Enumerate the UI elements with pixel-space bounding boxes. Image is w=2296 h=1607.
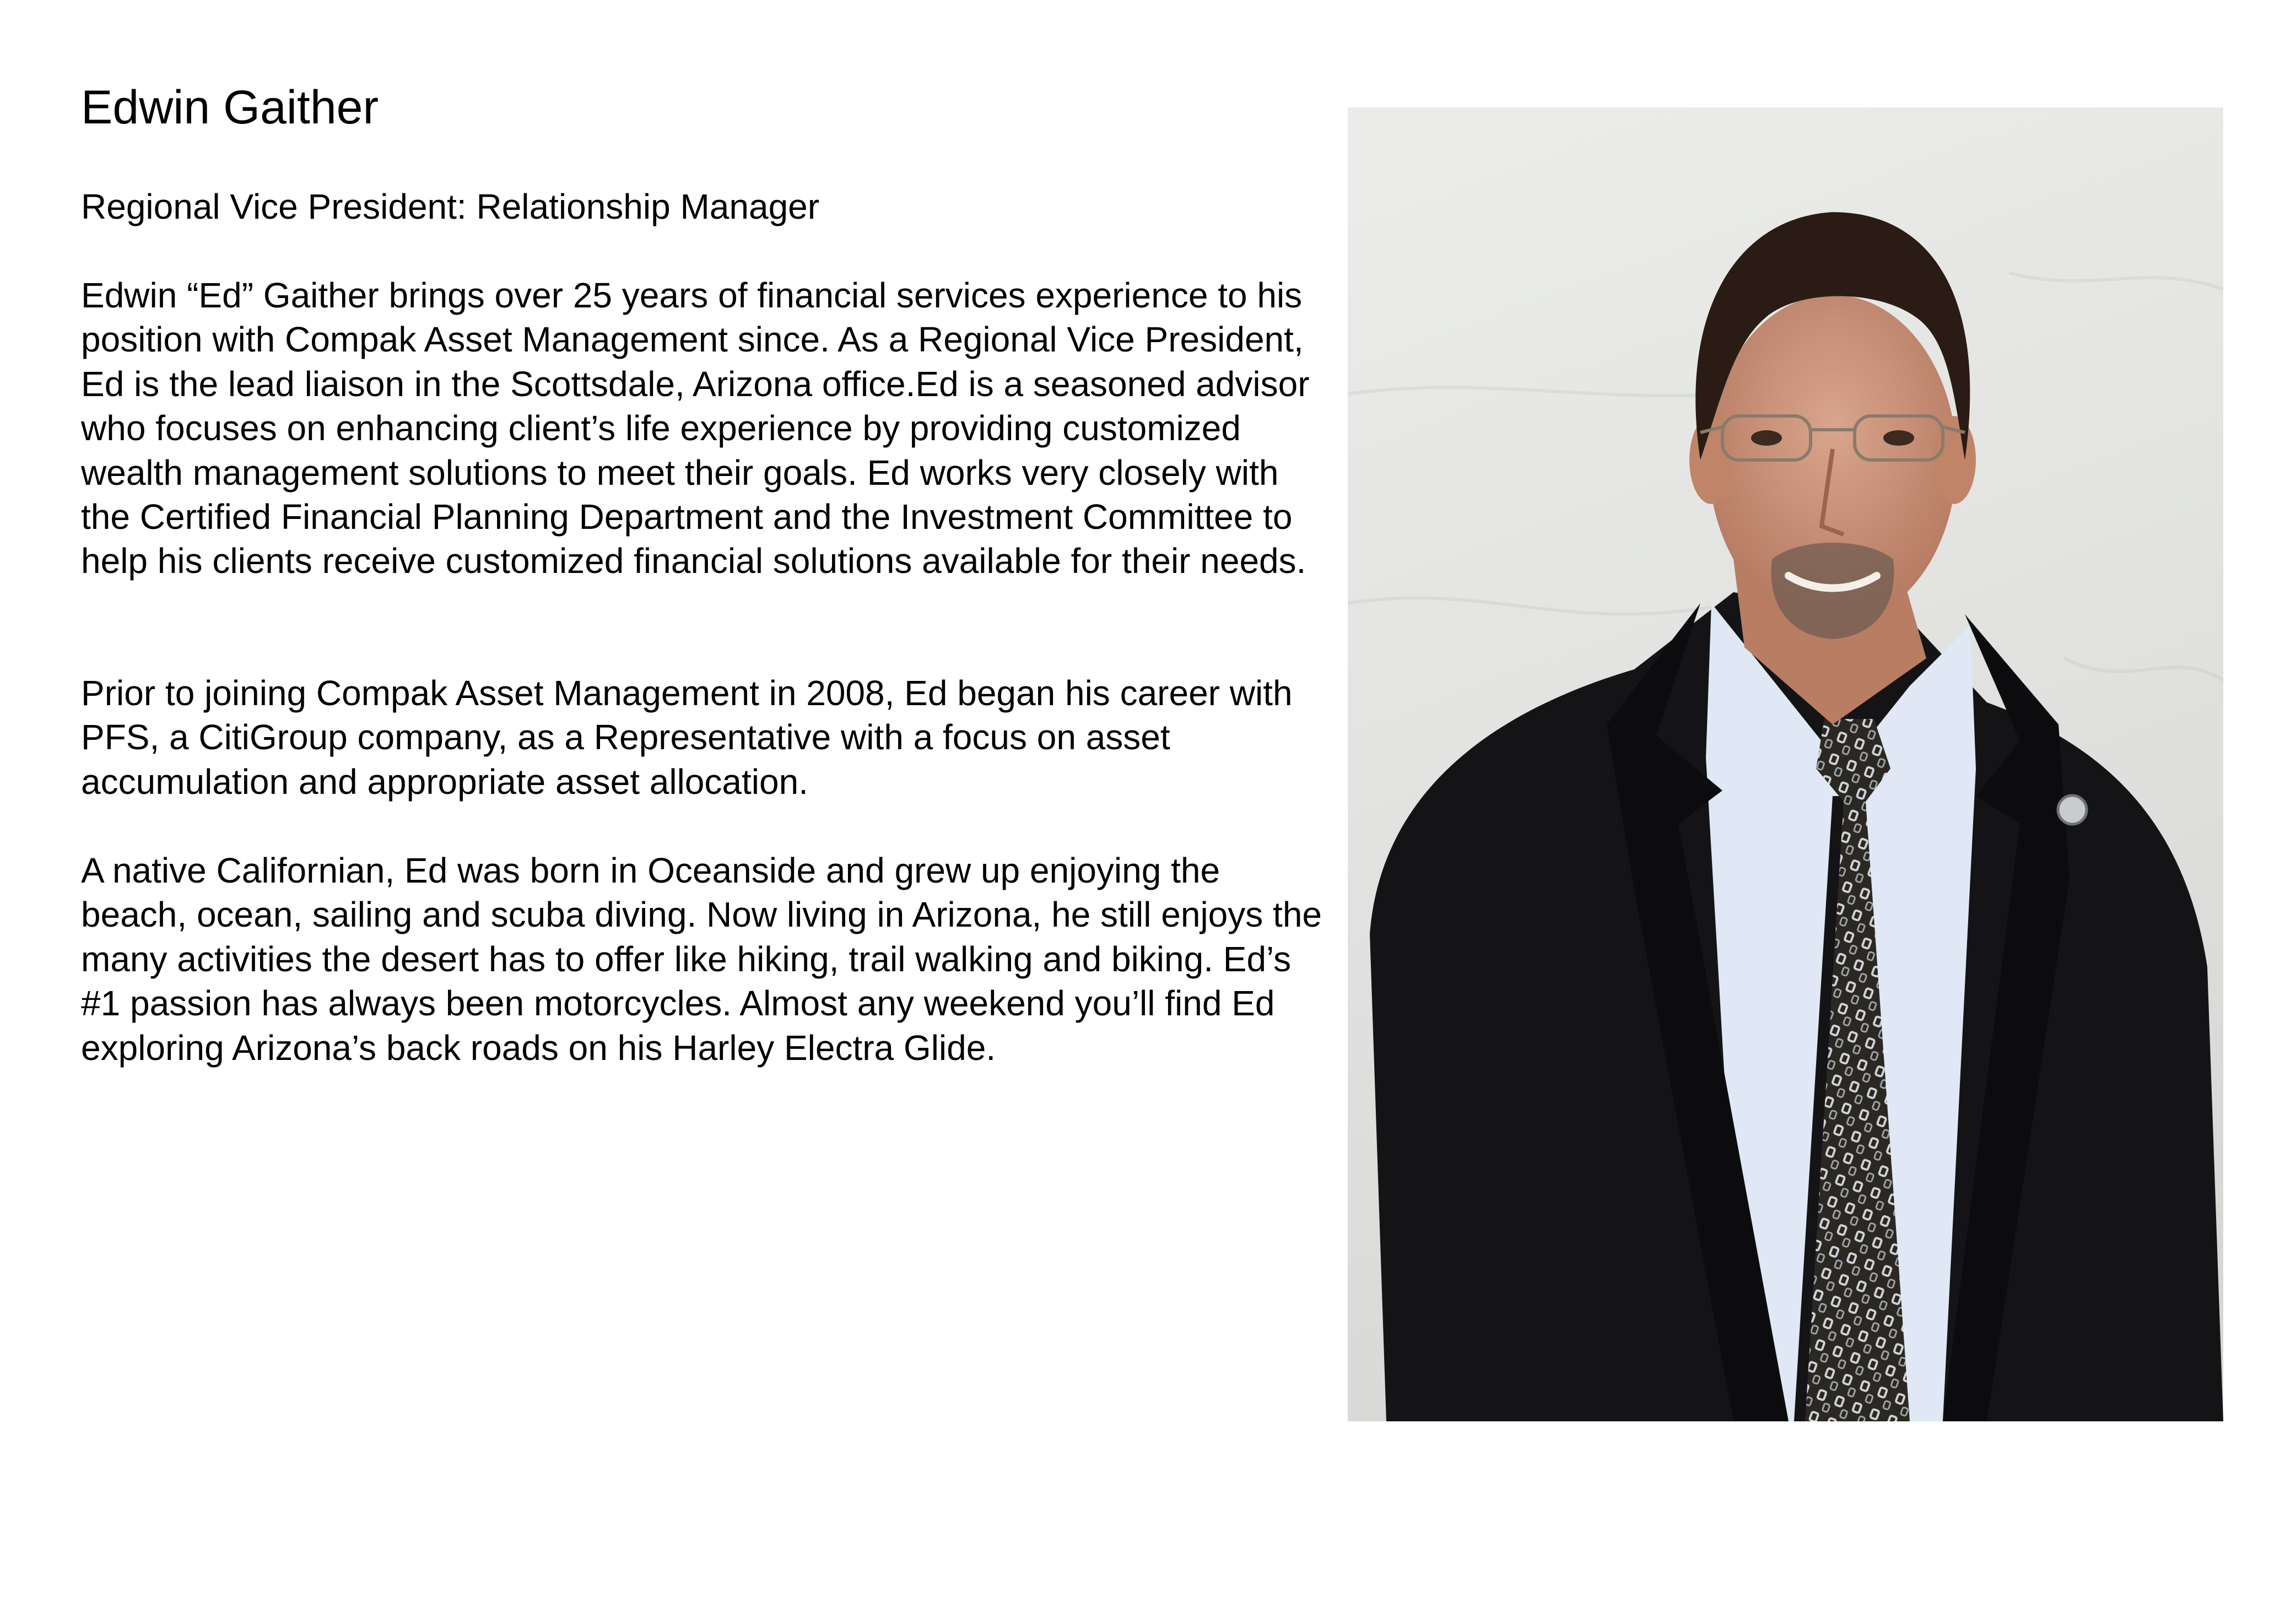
bio-paragraph-personal: A native Californian, Ed was born in Oceanside and grew up enjoying the beach, ocean, sailing and scuba diving. Now living in Arizona, he still enjoys the many activities the desert has to offer like hiking, trail walking and biking. Ed’s #1 passion has always been motorcycles. Almost any weekend you’ll find Ed exploring Arizona’s back roads on his Harley Electra Glide. [81,851,1322,1068]
lapel-pin [2058,796,2087,824]
portrait-photo [1348,107,2223,1421]
portrait-illustration [1348,107,2223,1421]
bio-paragraph-career: Prior to joining Compak Asset Management in 2008, Ed began his career with PFS, a CitiGroup company, as a Representative with a focus on asset accumulation and appropriate asset allocation. [81,673,1293,802]
right-eye [1883,430,1914,446]
left-eye [1751,430,1782,446]
person-name: Edwin Gaither [81,81,379,134]
bio-paragraph-experience: Edwin “Ed” Gaither brings over 25 years of financial services experience to his position with Compak Asset Management since. As a Regional Vice President, Ed is the lead liaison in the Scottsdale, Arizona office.Ed is a seasoned advisor who focuses on enhancing client’s life experience by providing customized wealth management solutions to meet their goals. Ed works very closely with the Certified Financial Planning Department and the Investment Committee to help his clients receive customized financial solutions available for their needs. [81,275,1310,581]
job-title: Regional Vice President: Relationship Manager [81,187,820,226]
